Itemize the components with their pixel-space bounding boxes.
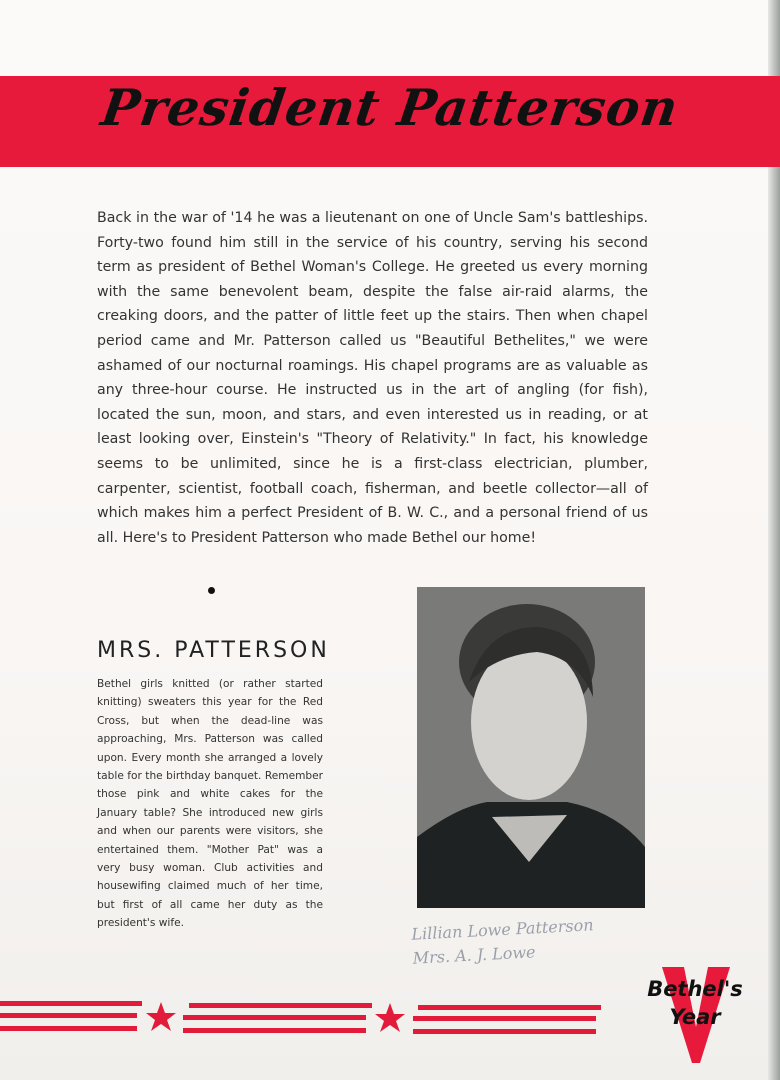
star-icon xyxy=(375,1003,405,1032)
logo-line-1: Bethel's xyxy=(647,977,743,1001)
star-icon xyxy=(146,1002,176,1031)
signature-line-2: Mrs. A. J. Lowe xyxy=(412,942,536,968)
president-paragraph: Back in the war of '14 he was a lieutenant on one of Uncle Sam's battleships. Forty-two found him still in the service of his country, serving his second term as president of Bethel Woman's College. He greeted us every morning with the same benevolent beam, despite the false air-raid alarms, the creaking doors, and the patter of little feet up the stairs. Then when chapel period came and Mr. Patterson called us "Beautiful Bethelites," we were ashamed of our nocturnal roamings. His chapel programs are as valuable as any three-hour course. He instructed us in the art of angling (for fish), located the sun, moon, and stars, and even interested us in reading, or at least looking over, Einstein's "Theory of Relativity." In fact, his knowledge seems to be unlimited, since he is a first-class electrician, plumber, carpenter, scientist, football coach, fisherman, and beetle collector—all of which makes him a perfect President of B. W. C., and a personal friend of us all. Here's to President Patterson who made Bethel our home! xyxy=(97,210,648,546)
signature-line-1: Lillian Lowe Patterson xyxy=(410,915,594,944)
bethels-year-logo xyxy=(640,965,750,1065)
mrs-patterson-heading: MRS. PATTERSON xyxy=(97,638,330,663)
portrait-photo xyxy=(417,587,645,908)
stripe-star-border xyxy=(0,995,610,1040)
logo-line-2: Year xyxy=(669,1005,721,1029)
handwritten-signature xyxy=(411,913,596,970)
mrs-patterson-paragraph: Bethel girls knitted (or rather started knitting) sweaters this year for the Red Cross, but when the dead-line was approaching, Mrs. Patterson was called upon. Every month she arranged a lovely table for the birthday banquet. Remember those pink and white cakes for the January table? She introduced new girls and when our parents were visitors, she entertained them. "Mother Pat" was a very busy woman. Club activities and housewifing claimed much of her time, but first of all came her duty as the president's wife. xyxy=(97,678,323,930)
bullet-dot xyxy=(208,587,215,594)
page-title: President Patterson xyxy=(97,78,683,137)
